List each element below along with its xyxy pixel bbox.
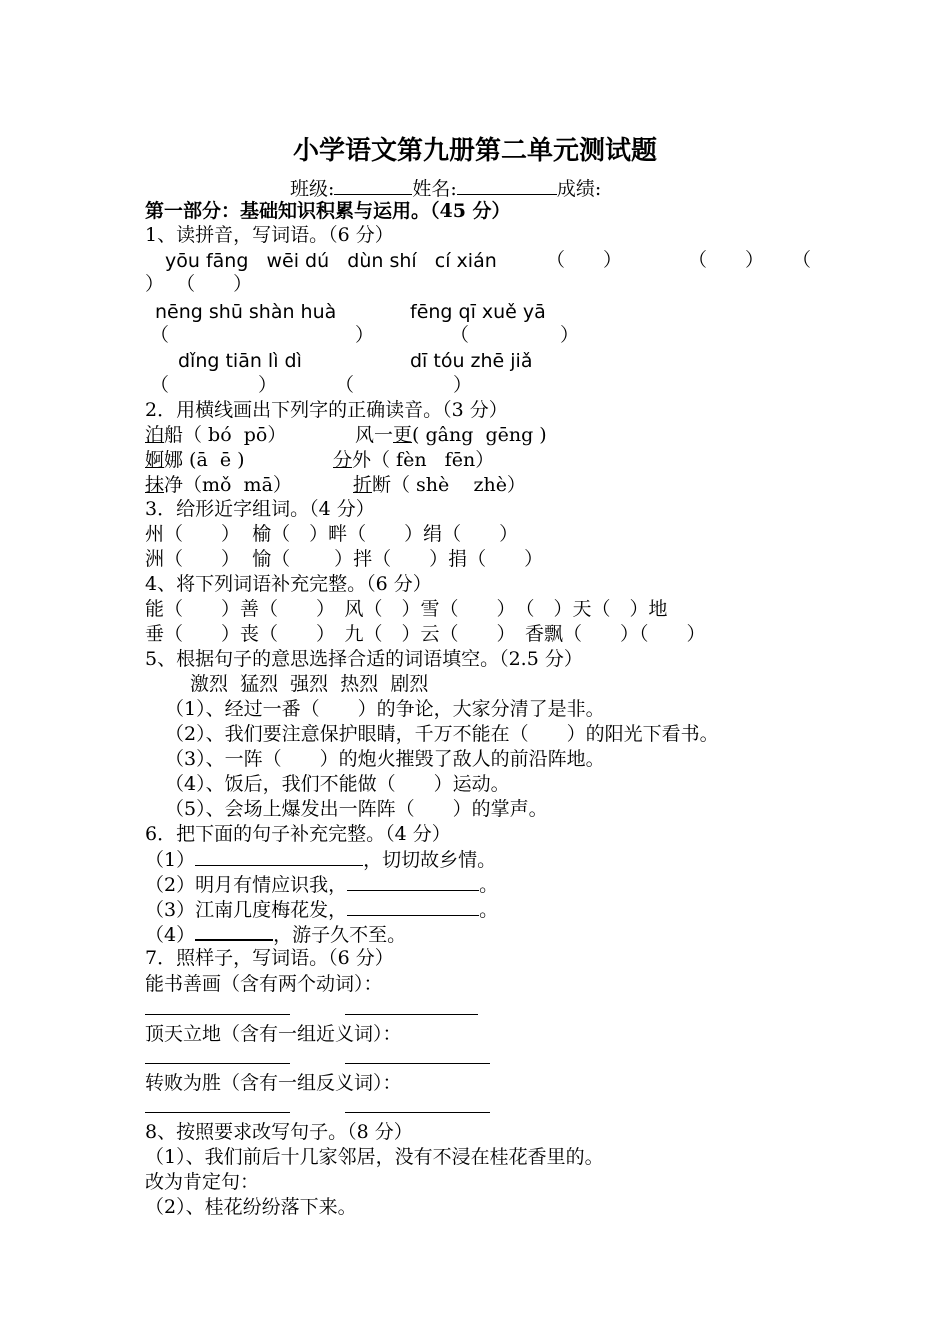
q1-row1-paren[interactable]: （	[792, 249, 812, 271]
q1-row3-paren-close[interactable]: ）	[258, 374, 278, 396]
q1-row3-pinyin: dǐng tiān lì dì	[178, 350, 302, 372]
q4-heading: 4、将下列词语补充完整。（6 分）	[145, 573, 432, 595]
q6-blank[interactable]	[195, 847, 363, 866]
q5-word-bank: 激烈 猛烈 强烈 热烈 剧烈	[190, 673, 429, 695]
score-label: 成绩:	[556, 178, 602, 200]
q5-sentence[interactable]: （5）、会场上爆发出一阵阵（ ）的掌声。	[165, 798, 548, 820]
q4-row[interactable]: 能（ ）善（ ） 风（ ）雪（ ） （ ）天（ ）地	[145, 598, 668, 620]
q1-row2-paren-close[interactable]: ）	[560, 324, 580, 346]
q3-row[interactable]: 洲（ ） 愉（ ）拌（ ）捐（ ）	[145, 548, 544, 570]
q1-row3-pinyin: dī tóu zhē jiǎ	[410, 350, 533, 372]
q5-sentence[interactable]: （2）、我们要注意保护眼睛，千万不能在（ ）的阳光下看书。	[165, 723, 719, 745]
q7-answer-line[interactable]	[145, 1112, 290, 1113]
q2-item: 折断（ shè zhè）	[353, 474, 526, 496]
q6-sentence: （3）江南几度梅花发， 。	[145, 899, 499, 921]
class-blank[interactable]	[334, 176, 412, 195]
class-label: 班级:	[290, 178, 335, 200]
q5-heading: 5、根据句子的意思选择合适的词语填空。（2.5 分）	[145, 648, 583, 670]
q6-blank[interactable]	[347, 897, 479, 916]
q3-row[interactable]: 州（ ） 榆（ ）畔（ ）绢（ ）	[145, 523, 519, 545]
student-info-line	[290, 176, 601, 201]
q7-answer-line[interactable]	[145, 1063, 290, 1064]
q5-sentence[interactable]: （1）、经过一番（ ）的争论，大家分清了是非。	[165, 698, 605, 720]
page-title: 小学语文第九册第二单元测试题	[292, 136, 657, 166]
q1-row1-paren[interactable]: （ ）	[546, 249, 623, 271]
q7-answer-line[interactable]	[345, 1014, 478, 1015]
q8-sentence: （1）、我们前后十几家邻居，没有不浸在桂花香里的。	[145, 1146, 604, 1168]
q6-sentence: （1） ，切切故乡情。	[145, 849, 497, 871]
q2-item: 风一更( gâng gēng )	[355, 424, 547, 446]
q1-row2-paren-close[interactable]: ）	[355, 324, 375, 346]
q8-task[interactable]: 改为肯定句：	[145, 1171, 260, 1193]
q6-blank[interactable]	[347, 872, 479, 891]
q1-row2-pinyin: fēng qī xuě yā	[410, 301, 546, 323]
q8-sentence: （2）、桂花纷纷落下来。	[145, 1196, 357, 1218]
name-blank[interactable]	[457, 176, 557, 195]
q1-row2-pinyin: nēng shū shàn huà	[155, 301, 337, 323]
q5-sentence[interactable]: （3）、一阵（ ）的炮火摧毁了敌人的前沿阵地。	[165, 748, 605, 770]
q7-prompt: 转败为胜（含有一组反义词）：	[145, 1072, 402, 1094]
q1-heading: 1、读拼音，写词语。（6 分）	[145, 224, 394, 246]
q1-row1-pinyin: yōu fāng wēi dú dùn shí cí xián	[165, 250, 497, 272]
q7-prompt: 能书善画（含有两个动词）：	[145, 973, 383, 995]
q6-sentence: （4） ，游子久不至。	[145, 921, 406, 947]
q3-heading: 3．给形近字组词。（4 分）	[145, 498, 375, 520]
q2-item: 泊船（ bó pō）	[145, 424, 287, 446]
q2-item: 分外（ fèn fēn）	[333, 449, 495, 471]
q1-row3-paren-open[interactable]: （	[335, 374, 355, 396]
q1-row2-paren-open[interactable]: （	[450, 324, 470, 346]
q8-heading: 8、按照要求改写句子。（8 分）	[145, 1121, 413, 1143]
q2-item: 婀娜 (ā ē )	[145, 449, 245, 471]
q5-sentence[interactable]: （4）、饭后，我们不能做（ ）运动。	[165, 773, 510, 795]
q2-item: 抹净（mǒ mā）	[145, 474, 292, 496]
q1-row1-paren-wrap[interactable]: ） （ ）	[145, 273, 253, 295]
q2-heading: 2．用横线画出下列字的正确读音。（3 分）	[145, 399, 508, 421]
q1-row3-paren-open[interactable]: （	[150, 374, 170, 396]
q6-sentence: （2）明月有情应识我， 。	[145, 874, 499, 896]
q7-prompt: 顶天立地（含有一组近义词）：	[145, 1023, 402, 1045]
q1-row1-paren[interactable]: （ ）	[688, 249, 765, 271]
q6-heading: 6．把下面的句子补充完整。（4 分）	[145, 823, 451, 845]
q7-answer-line[interactable]	[345, 1112, 490, 1113]
part1-heading: 第一部分：基础知识积累与运用。（45 分）	[145, 200, 511, 222]
q7-answer-line[interactable]	[145, 1014, 290, 1015]
q1-row2-paren-open[interactable]: （	[150, 324, 170, 346]
q4-row[interactable]: 垂（ ）丧（ ） 九（ ）云（ ） 香飘（ ）（ ）	[145, 623, 706, 645]
q6-blank[interactable]	[195, 921, 273, 941]
q1-row3-paren-close[interactable]: ）	[453, 374, 473, 396]
q7-heading: 7．照样子，写词语。（6 分）	[145, 947, 394, 969]
name-label: 姓名:	[412, 178, 457, 200]
q7-answer-line[interactable]	[345, 1063, 490, 1064]
